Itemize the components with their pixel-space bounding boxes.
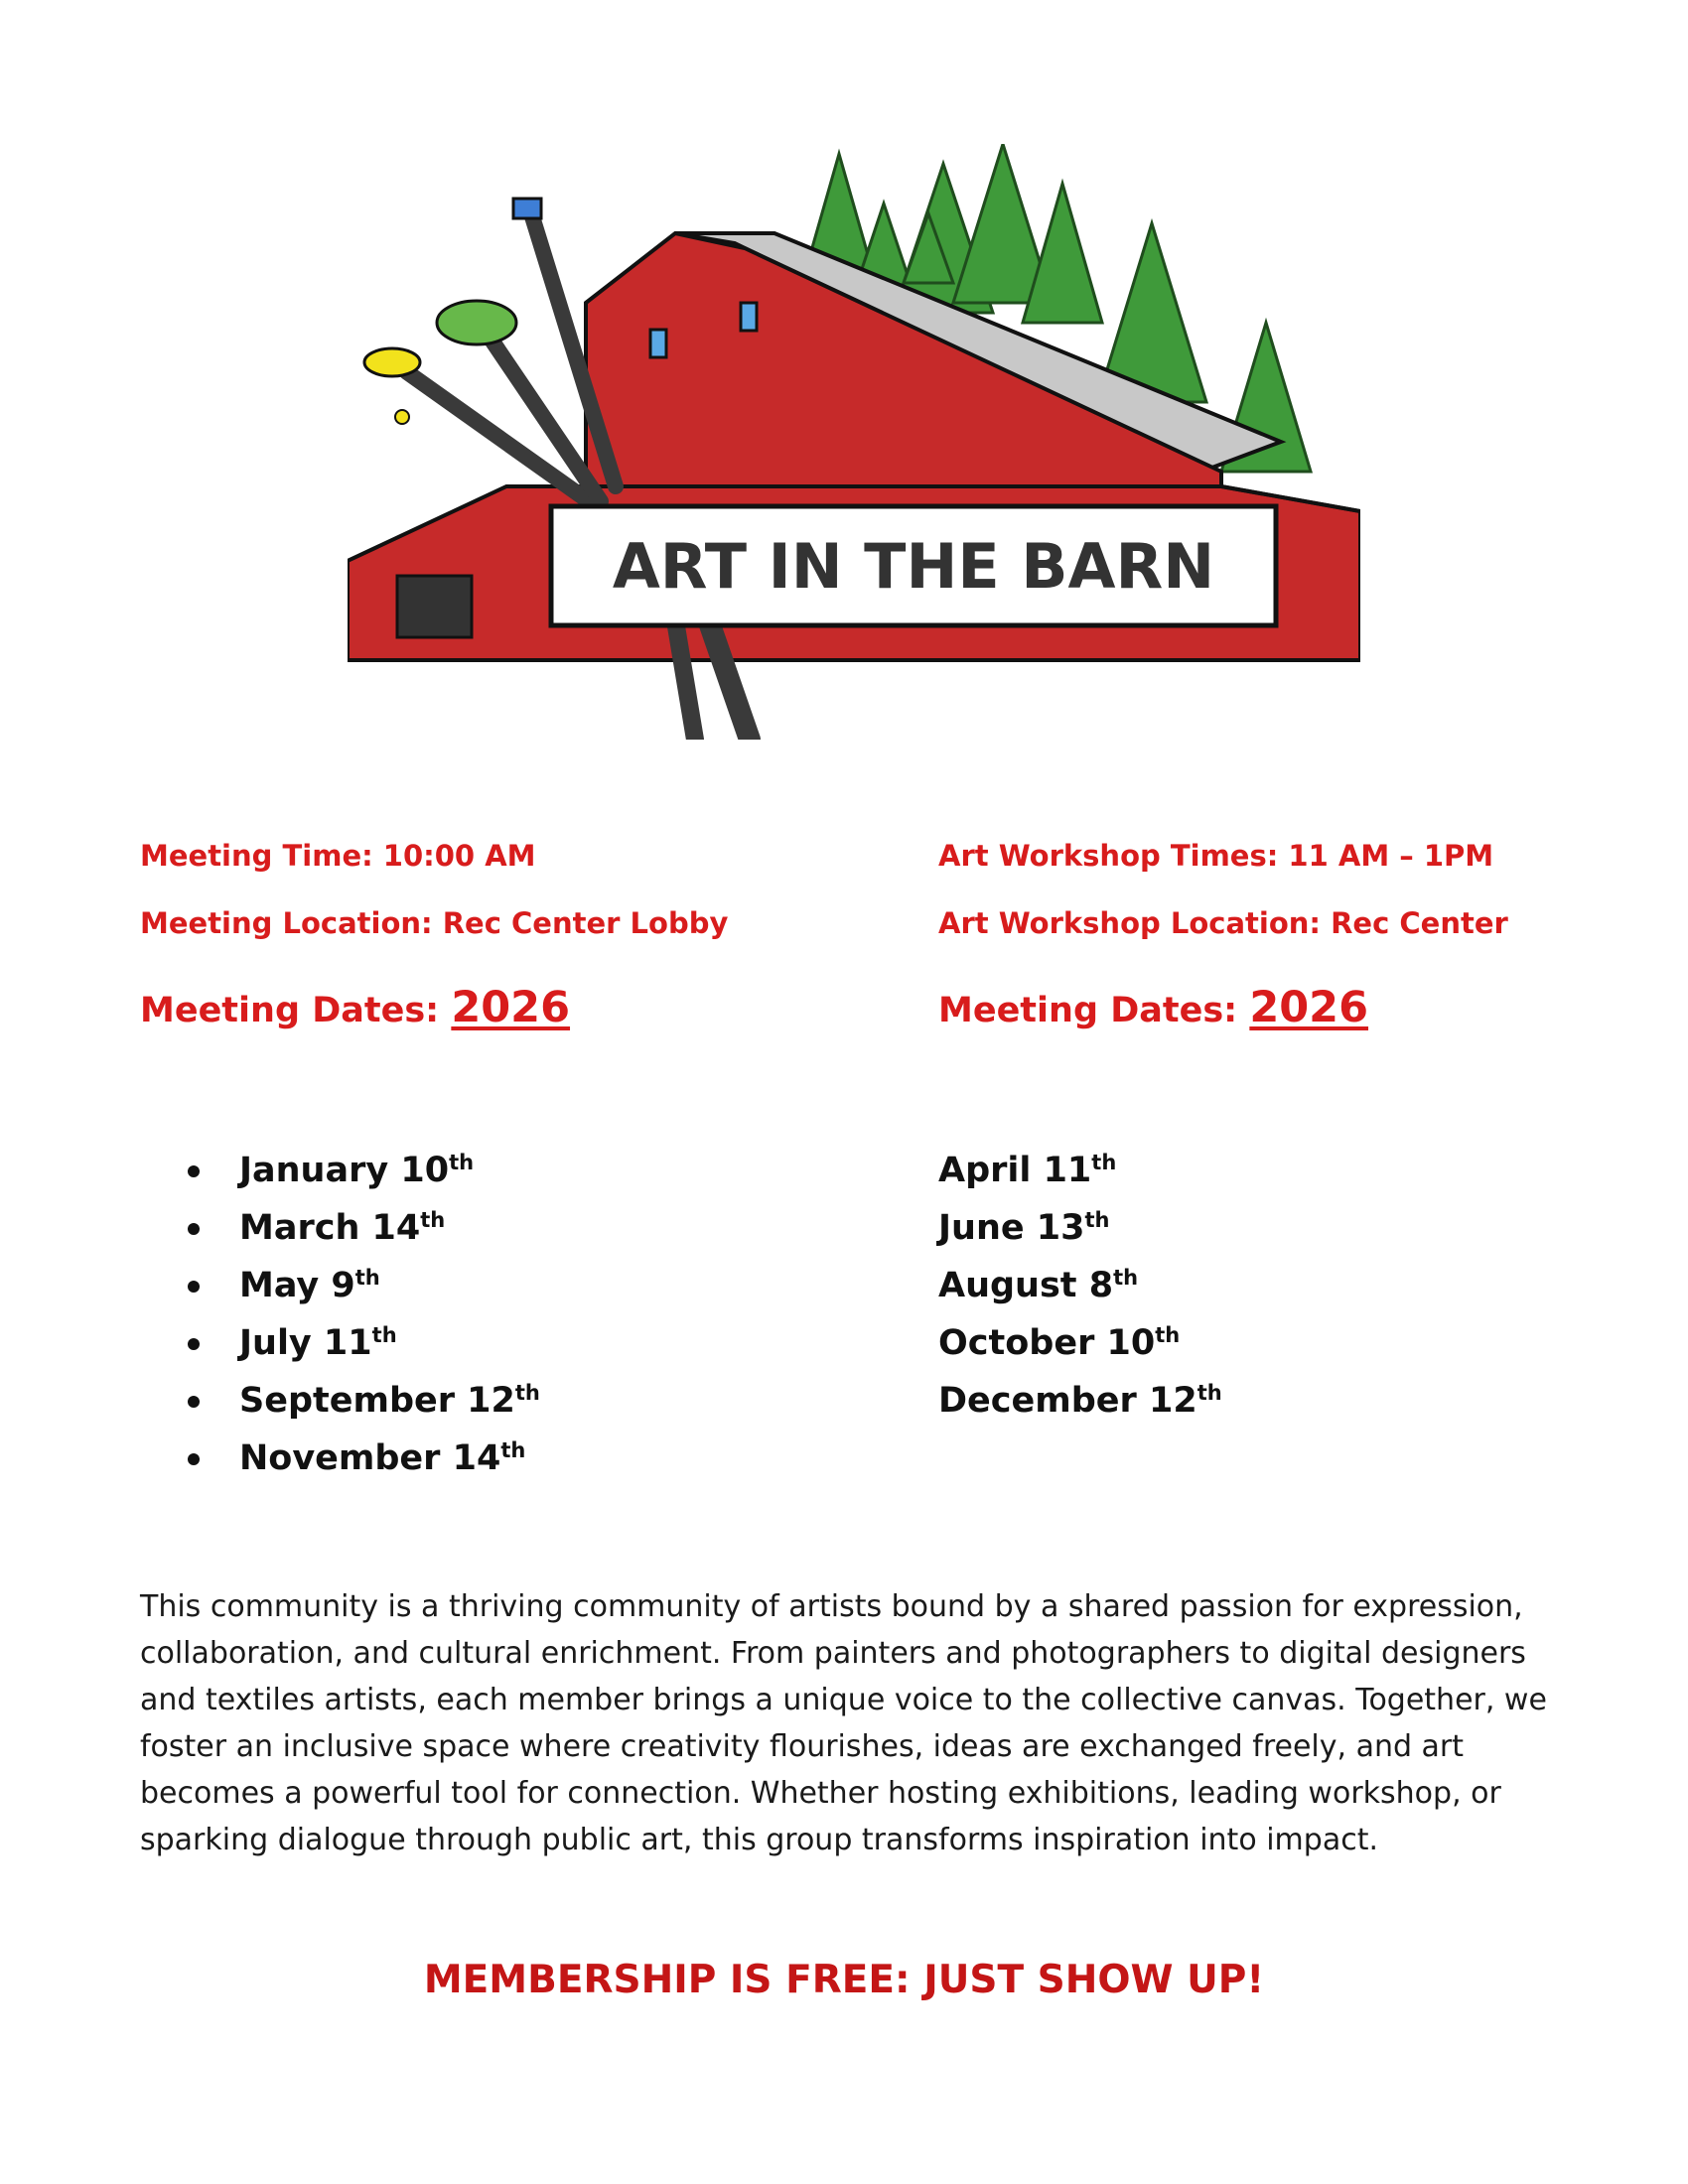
bullet-icon bbox=[188, 1165, 200, 1177]
workshop-dates-list bbox=[938, 1142, 1222, 1430]
bullet-icon bbox=[188, 1338, 200, 1350]
membership-banner: MEMBERSHIP IS FREE: JUST SHOW UP! bbox=[423, 1958, 1265, 2002]
barn-door bbox=[397, 576, 472, 637]
meeting-dates-label: Meeting Dates: bbox=[140, 991, 452, 1030]
list-item: October 10th bbox=[938, 1323, 1181, 1363]
community-description: This community is a thriving community of artists bound by a shared passion for expression, collaboration, and cultural enrichment. From painters and photographers to digital designers and textiles artists, each member brings a unique voice to the collective canvas. Together, we foster an inclusive space where creativity flourishes, ideas are exchanged freely, and art becomes a powerful tool for connection. Whether hosting exhibitions, leading workshop, or sparking dialogue through public art, this group transforms inspiration into impact. bbox=[140, 1589, 1547, 1857]
list-item: August 8th bbox=[938, 1266, 1139, 1305]
list-item: May 9th bbox=[140, 1257, 540, 1314]
meeting-dates-heading bbox=[140, 983, 570, 1032]
logo-text: ART IN THE BARN bbox=[612, 530, 1215, 603]
meeting-location: Meeting Location: Rec Center Lobby bbox=[140, 906, 729, 940]
workshop-year: 2026 bbox=[1249, 983, 1369, 1032]
list-item: June 13th bbox=[938, 1208, 1110, 1248]
meeting-year: 2026 bbox=[451, 983, 571, 1032]
barn-window bbox=[741, 303, 757, 331]
list-item: December 12th bbox=[938, 1381, 1222, 1421]
bullet-icon bbox=[188, 1396, 200, 1408]
list-item: November 14th bbox=[140, 1430, 540, 1487]
bullet-icon bbox=[188, 1223, 200, 1235]
art-in-the-barn-logo bbox=[348, 144, 1360, 740]
list-item: September 12th bbox=[140, 1372, 540, 1430]
barn-window bbox=[650, 330, 666, 357]
meeting-time: Meeting Time: 10:00 AM bbox=[140, 839, 536, 873]
bullet-icon bbox=[188, 1281, 200, 1293]
workshop-dates-label: Meeting Dates: bbox=[938, 991, 1250, 1030]
list-item: March 14th bbox=[140, 1199, 540, 1257]
meeting-dates-list bbox=[140, 1142, 540, 1487]
bullet-icon bbox=[188, 1453, 200, 1465]
workshop-dates-heading bbox=[938, 983, 1368, 1032]
list-item: January 10th bbox=[140, 1142, 540, 1199]
workshop-time: Art Workshop Times: 11 AM – 1PM bbox=[938, 839, 1494, 873]
workshop-location: Art Workshop Location: Rec Center bbox=[938, 906, 1508, 940]
list-item: July 11th bbox=[140, 1314, 540, 1372]
list-item: April 11th bbox=[938, 1151, 1117, 1190]
